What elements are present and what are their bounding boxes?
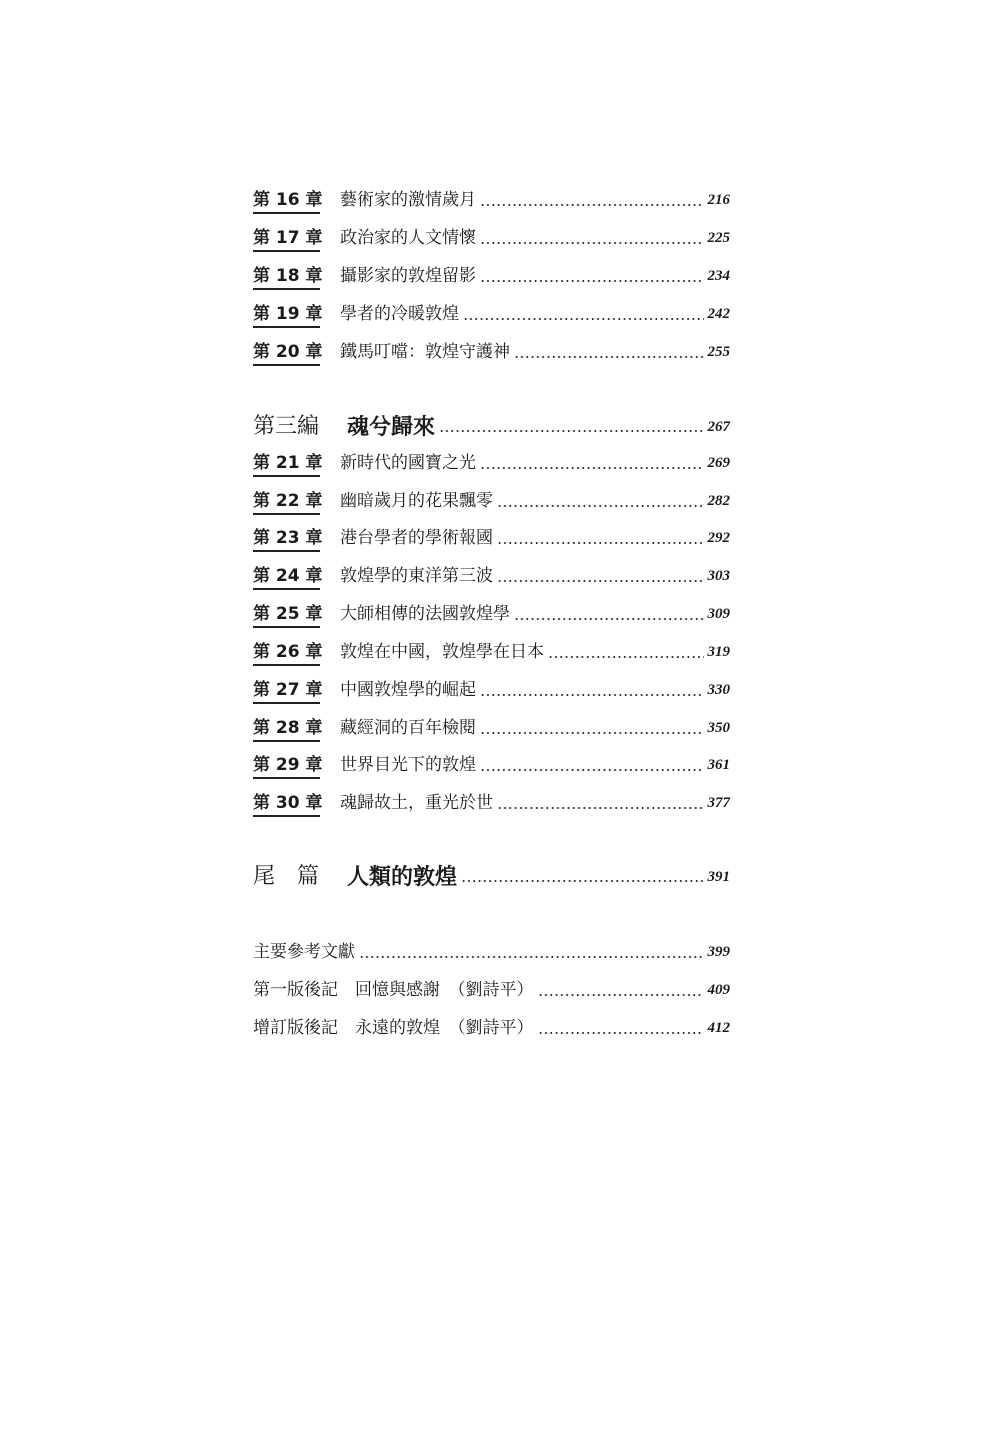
dot-leader — [514, 341, 704, 363]
toc-entry-chapter-19[interactable] — [253, 298, 730, 328]
dot-leader — [538, 979, 704, 1001]
chapter-label: 第 28 章 — [253, 717, 320, 742]
chapter-title: 學者的冷暖敦煌 — [340, 304, 459, 324]
chapter-title: 政治家的人文情懷 — [340, 228, 476, 248]
page-number: 303 — [707, 568, 730, 584]
chapter-title: 大師相傳的法國敦煌學 — [340, 604, 510, 624]
chapter-label: 第 29 章 — [253, 754, 320, 779]
page-number: 269 — [707, 455, 730, 471]
toc-entry-first-edition-afterword[interactable] — [253, 974, 730, 1004]
dot-leader — [480, 227, 704, 249]
dot-leader — [480, 679, 704, 701]
toc-entry-chapter-30[interactable] — [253, 787, 730, 817]
dot-leader — [359, 941, 704, 963]
chapter-title: 幽暗歲月的花果飄零 — [340, 491, 493, 511]
part-title: 人類的敦煌 — [347, 864, 458, 890]
part-label: 尾 篇 — [253, 864, 320, 889]
toc-entry-chapter-25[interactable] — [253, 598, 730, 628]
chapter-label: 第 16 章 — [253, 189, 320, 214]
chapter-title: 攝影家的敦煌留影 — [340, 266, 476, 286]
page-number: 234 — [707, 268, 730, 284]
chapter-title: 中國敦煌學的崛起 — [340, 680, 476, 700]
page-number: 412 — [707, 1020, 730, 1036]
page-number: 350 — [707, 720, 730, 736]
toc-entry-chapter-27[interactable] — [253, 674, 730, 704]
toc-entry-chapter-20[interactable] — [253, 336, 730, 366]
dot-leader — [548, 641, 704, 663]
toc-entry-chapter-26[interactable] — [253, 636, 730, 666]
toc-entry-epilogue[interactable] — [253, 858, 730, 892]
chapter-label: 第 22 章 — [253, 490, 320, 515]
toc-entry-chapter-24[interactable] — [253, 560, 730, 590]
toc-entry-chapter-23[interactable] — [253, 522, 730, 552]
page-number: 409 — [707, 982, 730, 998]
chapter-label: 第 21 章 — [253, 452, 320, 477]
chapter-title: 藝術家的激情歲月 — [340, 190, 476, 210]
dot-leader — [461, 865, 703, 887]
dot-leader — [480, 452, 704, 474]
chapter-title: 魂歸故土，重光於世 — [340, 793, 493, 813]
chapter-label: 第 30 章 — [253, 792, 320, 817]
page-number: 361 — [707, 757, 730, 773]
page-number: 267 — [707, 419, 730, 435]
part-title: 魂兮歸來 — [347, 414, 436, 440]
toc-entry-chapter-17[interactable] — [253, 222, 730, 252]
dot-leader — [463, 303, 704, 325]
entry-title: 第一版後記 回憶與感謝 （劉詩平） — [253, 980, 534, 1000]
page-number: 255 — [707, 344, 730, 360]
dot-leader — [439, 415, 703, 437]
toc-entry-chapter-28[interactable] — [253, 712, 730, 742]
chapter-label: 第 17 章 — [253, 227, 320, 252]
chapter-title: 港台學者的學術報國 — [340, 528, 493, 548]
chapter-title: 敦煌在中國，敦煌學在日本 — [340, 642, 544, 662]
dot-leader — [497, 527, 704, 549]
dot-leader — [480, 189, 704, 211]
dot-leader — [497, 565, 704, 587]
entry-title: 主要參考文獻 — [253, 942, 355, 962]
toc-entry-chapter-29[interactable] — [253, 749, 730, 779]
page-number: 399 — [707, 944, 730, 960]
dot-leader — [480, 754, 704, 776]
page-number: 330 — [707, 682, 730, 698]
entry-title: 增訂版後記 永遠的敦煌 （劉詩平） — [253, 1018, 534, 1038]
chapter-title: 敦煌學的東洋第三波 — [340, 566, 493, 586]
toc-entry-chapter-21[interactable] — [253, 447, 730, 477]
page-number: 225 — [707, 230, 730, 246]
chapter-title: 新時代的國寶之光 — [340, 453, 476, 473]
dot-leader — [538, 1017, 704, 1039]
dot-leader — [480, 717, 704, 739]
page-number: 309 — [707, 606, 730, 622]
chapter-label: 第 26 章 — [253, 641, 320, 666]
page-number: 391 — [707, 869, 730, 885]
chapter-title: 鐵馬叮噹：敦煌守護神 — [340, 342, 510, 362]
chapter-label: 第 18 章 — [253, 265, 320, 290]
page-number: 377 — [707, 795, 730, 811]
toc-entry-part-3[interactable] — [253, 408, 730, 442]
dot-leader — [480, 265, 704, 287]
dot-leader — [514, 603, 704, 625]
toc-entry-chapter-16[interactable] — [253, 184, 730, 214]
dot-leader — [497, 792, 704, 814]
toc-entry-revised-edition-afterword[interactable] — [253, 1012, 730, 1042]
toc-entry-chapter-22[interactable] — [253, 485, 730, 515]
chapter-label: 第 23 章 — [253, 527, 320, 552]
dot-leader — [497, 490, 704, 512]
chapter-label: 第 24 章 — [253, 565, 320, 590]
chapter-title: 藏經洞的百年檢閱 — [340, 718, 476, 738]
chapter-title: 世界目光下的敦煌 — [340, 755, 476, 775]
chapter-label: 第 19 章 — [253, 303, 320, 328]
toc-entry-chapter-18[interactable] — [253, 260, 730, 290]
chapter-label: 第 27 章 — [253, 679, 320, 704]
toc-entry-references[interactable] — [253, 936, 730, 966]
page-number: 319 — [707, 644, 730, 660]
page-number: 292 — [707, 530, 730, 546]
page-number: 216 — [707, 192, 730, 208]
part-label: 第三編 — [253, 414, 320, 439]
chapter-label: 第 20 章 — [253, 341, 320, 366]
page-number: 242 — [707, 306, 730, 322]
page-number: 282 — [707, 493, 730, 509]
chapter-label: 第 25 章 — [253, 603, 320, 628]
